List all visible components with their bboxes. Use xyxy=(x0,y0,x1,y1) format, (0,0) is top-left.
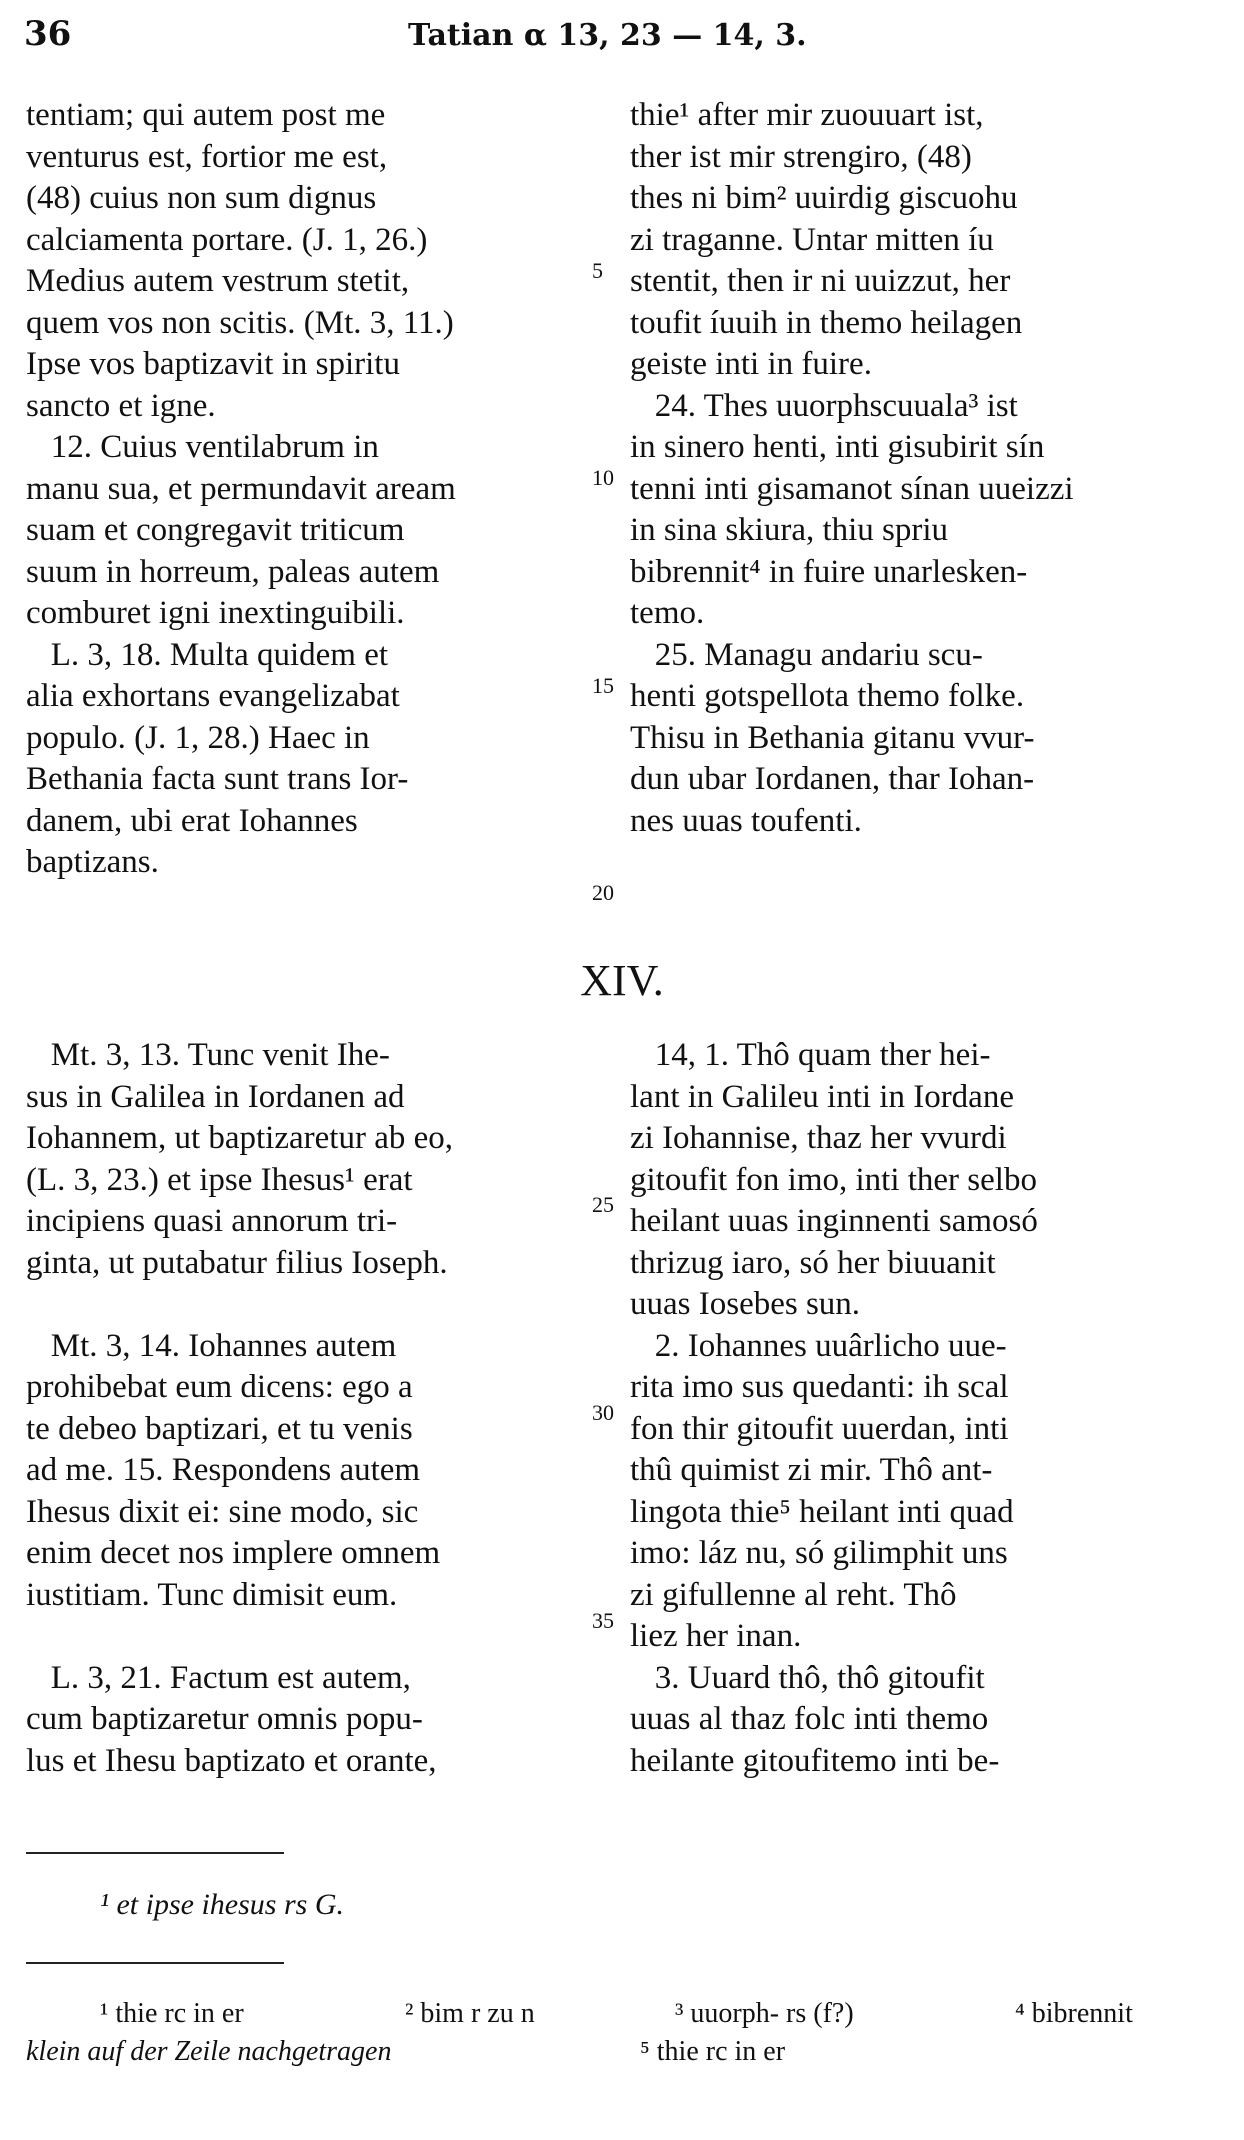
text-line: stentit, then ir ni uuizzut, her xyxy=(630,263,1011,299)
text-line: ginta, ut putabatur filius Ioseph. xyxy=(26,1244,448,1281)
text-line: fon thir gitoufit uuerdan, inti xyxy=(630,1410,1009,1447)
text-line: lingota thie⁵ heilant inti quad xyxy=(630,1493,1014,1530)
text-line: geiste inti in fuire. xyxy=(630,346,872,382)
text-line: lus et Ihesu baptizato et orante, xyxy=(26,1742,437,1779)
text-line: cum baptizaretur omnis popu- xyxy=(26,1701,423,1737)
text-line: thes ni bim² uuirdig giscuohu xyxy=(630,180,1018,216)
text-line xyxy=(26,1284,586,1326)
text-line: (L. 3, 23.) et ipse Ihesus¹ erat xyxy=(26,1161,413,1198)
text-line: Mt. 3, 13. Tunc venit Ihe- xyxy=(26,1037,390,1073)
text-line: in sinero henti, inti gisubirit sín xyxy=(630,429,1045,465)
text-line: Iohannem, ut baptizaretur ab eo, xyxy=(26,1120,453,1156)
line-number: 5 xyxy=(592,258,603,283)
text-line: enim decet nos implere omnem xyxy=(26,1535,441,1571)
text-line: henti gotspellota themo folke. xyxy=(630,678,1025,714)
text-line: suam et congregavit triticum xyxy=(26,512,405,548)
text-line: Medius autem vestrum stetit, xyxy=(26,263,410,299)
text-line: alia exhortans evangelizabat xyxy=(26,678,400,714)
text-line: Ipse vos baptizavit in spiritu xyxy=(26,346,400,382)
apparatus-note-3: ³ uuorph- rs (f?) xyxy=(675,1998,854,2029)
text-line: imo: láz nu, só gilimphit uns xyxy=(630,1535,1008,1571)
line-number: 25 xyxy=(592,1192,614,1217)
apparatus-note-5: ⁵ thie rc in er xyxy=(640,2036,786,2067)
text-line: danem, ubi erat Iohannes xyxy=(26,802,358,839)
text-line: baptizans. xyxy=(26,844,159,880)
chapter-heading: XIV. xyxy=(580,956,664,1005)
text-line: Ihesus dixit ei: sine modo, sic xyxy=(26,1493,419,1530)
text-line: thie¹ after mir zuouuart ist, xyxy=(630,97,984,133)
latin-column-bottom xyxy=(26,1035,586,1782)
apparatus-note-4-comment: klein auf der Zeile nachgetragen xyxy=(26,2036,392,2067)
text-line: bibrennit⁴ in fuire unarlesken- xyxy=(630,553,1028,590)
text-line: heilante gitoufitemo inti be- xyxy=(630,1742,1000,1779)
footnote-rule xyxy=(26,1852,284,1854)
text-line: ther ist mir strengiro, (48) xyxy=(630,138,972,175)
apparatus-note-1: ¹ thie rc in er xyxy=(100,1998,244,2029)
ohg-column-bottom xyxy=(630,1035,1190,1782)
line-number: 15 xyxy=(592,673,614,698)
text-line: ad me. 15. Respondens autem xyxy=(26,1452,421,1488)
text-line: 25. Managu andariu scu- xyxy=(630,636,983,673)
latin-column-top xyxy=(26,95,586,884)
text-line: tenni inti gisamanot sínan uueizzi xyxy=(630,470,1074,507)
text-line: Thisu in Bethania gitanu vvur- xyxy=(630,719,1035,756)
text-line: suum in horreum, paleas autem xyxy=(26,553,440,590)
text-line: in sina skiura, thiu spriu xyxy=(630,512,949,548)
apparatus-note-2: ² bim r zu n xyxy=(405,1998,535,2029)
text-line: Bethania facta sunt trans Ior- xyxy=(26,761,409,797)
text-line: lant in Galileu inti in Iordane xyxy=(630,1078,1014,1115)
text-line: incipiens quasi annorum tri- xyxy=(26,1203,398,1239)
text-line: zi traganne. Untar mitten íu xyxy=(630,221,994,258)
text-line: sancto et igne. xyxy=(26,387,216,424)
text-line: 12. Cuius ventilabrum in xyxy=(26,429,379,465)
text-line: L. 3, 21. Factum est autem, xyxy=(26,1659,411,1696)
text-line: calciamenta portare. (J. 1, 26.) xyxy=(26,221,428,258)
text-line: temo. xyxy=(630,595,705,631)
text-line: zi Iohannise, thaz her vvurdi xyxy=(630,1120,1007,1156)
text-line: prohibebat eum dicens: ego a xyxy=(26,1369,413,1405)
text-line: rita imo sus quedanti: ih scal xyxy=(630,1369,1009,1405)
text-line: iustitiam. Tunc dimisit eum. xyxy=(26,1576,398,1613)
line-number: 30 xyxy=(592,1400,614,1425)
text-line: manu sua, et permundavit aream xyxy=(26,470,456,507)
text-line: Mt. 3, 14. Iohannes autem xyxy=(26,1327,397,1364)
latin-footnote: ¹ et ipse ihesus rs G. xyxy=(100,1888,344,1921)
text-line: thrizug iaro, só her biuuanit xyxy=(630,1244,996,1281)
line-number: 35 xyxy=(592,1608,614,1633)
text-line: te debeo baptizari, et tu venis xyxy=(26,1410,413,1447)
line-number: 10 xyxy=(592,465,614,490)
running-title: Tatian α 13, 23 — 14, 3. xyxy=(408,18,807,53)
text-line: quem vos non scitis. (Mt. 3, 11.) xyxy=(26,304,454,341)
text-line: uuas Iosebes sun. xyxy=(630,1286,861,1322)
text-line xyxy=(26,1616,586,1658)
text-line: heilant uuas inginnenti samosó xyxy=(630,1203,1038,1239)
text-line: L. 3, 18. Multa quidem et xyxy=(26,636,389,673)
text-line: populo. (J. 1, 28.) Haec in xyxy=(26,719,370,756)
text-line: sus in Galilea in Iordanen ad xyxy=(26,1078,405,1115)
page-header xyxy=(0,14,1244,54)
apparatus-note-4: ⁴ bibrennit xyxy=(1015,1998,1133,2029)
text-line: (48) cuius non sum dignus xyxy=(26,180,377,216)
text-line: 24. Thes uuorphscuuala³ ist xyxy=(630,387,1018,424)
text-line: toufit íuuih in themo heilagen xyxy=(630,304,1023,341)
page-number: 36 xyxy=(24,14,72,54)
text-line: uuas al thaz folc inti themo xyxy=(630,1701,989,1737)
text-line: 3. Uuard thô, thô gitoufit xyxy=(630,1659,985,1696)
text-line: thû quimist zi mir. Thô ant- xyxy=(630,1452,993,1488)
text-line: nes uuas toufenti. xyxy=(630,802,862,839)
text-line: 14, 1. Thô quam ther hei- xyxy=(630,1037,991,1073)
text-line: comburet igni inextinguibili. xyxy=(26,595,405,631)
text-line: 2. Iohannes uuârlicho uue- xyxy=(630,1327,1007,1364)
text-line: gitoufit fon imo, inti ther selbo xyxy=(630,1161,1037,1198)
text-line: tentiam; qui autem post me xyxy=(26,97,386,133)
text-line: dun ubar Iordanen, thar Iohan- xyxy=(630,761,1035,797)
text-line: zi gifullenne al reht. Thô xyxy=(630,1576,957,1613)
line-number: 20 xyxy=(592,880,614,905)
apparatus-rule xyxy=(26,1962,284,1964)
text-line: liez her inan. xyxy=(630,1618,802,1654)
text-line: venturus est, fortior me est, xyxy=(26,138,388,175)
ohg-column-top xyxy=(630,95,1190,842)
